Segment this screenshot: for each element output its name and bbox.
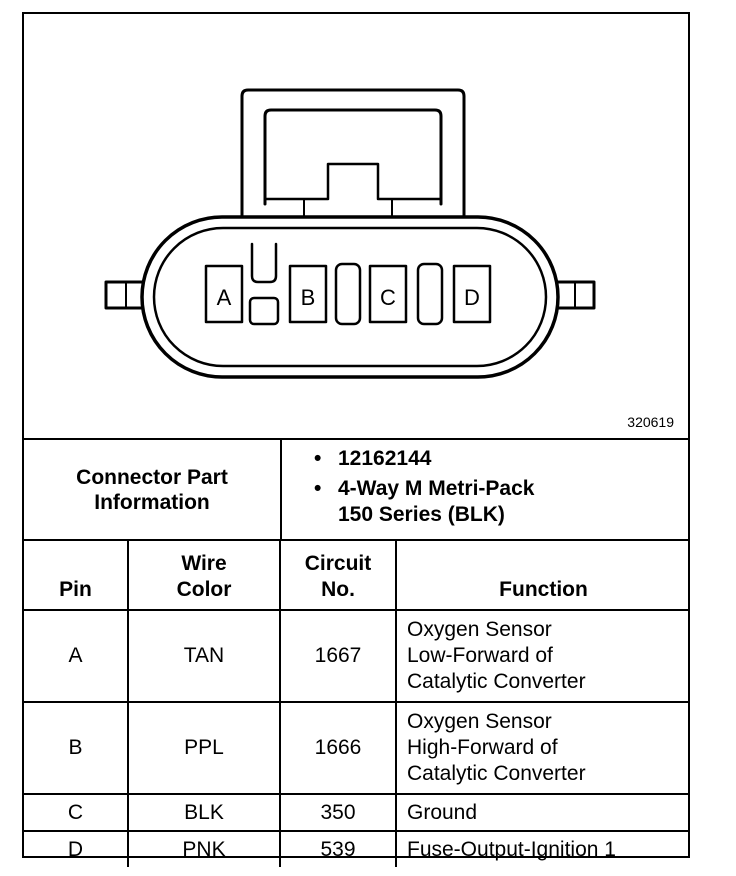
info-label-line: Information <box>94 490 210 514</box>
table-row <box>24 610 690 702</box>
pin-table <box>24 541 690 867</box>
connector-drawing <box>24 14 688 438</box>
function-line: Low-Forward of <box>407 644 553 667</box>
function-line: Catalytic Converter <box>407 670 586 693</box>
figure-id: 320619 <box>627 414 674 430</box>
pin-table-header <box>24 541 690 610</box>
function-line: Oxygen Sensor <box>407 710 552 733</box>
cell-function <box>396 794 690 831</box>
cell-circuit: 350 <box>280 794 396 831</box>
cell-wire-color: BLK <box>128 794 280 831</box>
bullet-icon: • <box>314 447 322 470</box>
header-wire-color-line: Wire <box>181 552 227 575</box>
table-row <box>24 702 690 794</box>
info-item <box>314 476 534 528</box>
cell-function <box>396 831 690 867</box>
cell-wire-color: PPL <box>128 702 280 794</box>
header-circuit-line: Circuit <box>304 552 372 575</box>
cell-function <box>396 702 690 794</box>
connector-diagram <box>24 14 688 438</box>
cell-pin: B <box>24 702 128 794</box>
info-label <box>24 440 282 539</box>
latch-inner <box>265 110 441 204</box>
header-pin <box>24 541 128 610</box>
latch-tab <box>265 164 441 199</box>
info-item-line: 4-Way M Metri-Pack <box>338 477 535 500</box>
cell-function <box>396 610 690 702</box>
table-row <box>24 794 690 831</box>
pin-label-a: A <box>216 285 232 310</box>
bullet-icon: • <box>314 477 322 500</box>
connector-sheet <box>22 12 690 861</box>
info-item-line: 12162144 <box>338 447 432 470</box>
pin-label-c: C <box>380 285 396 310</box>
cell-pin: D <box>24 831 128 867</box>
cell-wire-color: PNK <box>128 831 280 867</box>
pin-label-b: B <box>300 285 316 310</box>
info-item <box>314 446 534 472</box>
cell-circuit: 539 <box>280 831 396 867</box>
function-line: Fuse-Output-Ignition 1 <box>407 837 616 861</box>
header-circuit <box>280 541 396 610</box>
info-list <box>314 446 534 532</box>
cell-pin: C <box>24 794 128 831</box>
function-line: High-Forward of <box>407 736 558 759</box>
info-label-line: Connector Part <box>76 465 228 489</box>
header-wire-color-line: Color <box>176 578 232 601</box>
cell-circuit: 1666 <box>280 702 396 794</box>
function-line: Catalytic Converter <box>407 762 586 785</box>
header-function-line: Function <box>499 578 588 601</box>
header-function <box>396 541 690 610</box>
function-line: Ground <box>407 800 478 824</box>
info-item-line: 150 Series (BLK) <box>338 503 505 526</box>
header-pin-line: Pin <box>59 578 92 601</box>
header-wire-color <box>128 541 280 610</box>
header-circuit-line: No. <box>321 578 355 601</box>
cell-wire-color: TAN <box>128 610 280 702</box>
function-line: Oxygen Sensor <box>407 618 552 641</box>
cell-circuit: 1667 <box>280 610 396 702</box>
pin-label-d: D <box>464 285 480 310</box>
cell-pin: A <box>24 610 128 702</box>
table-row <box>24 831 690 867</box>
connector-part-info <box>24 438 688 541</box>
body-outer <box>142 217 558 377</box>
